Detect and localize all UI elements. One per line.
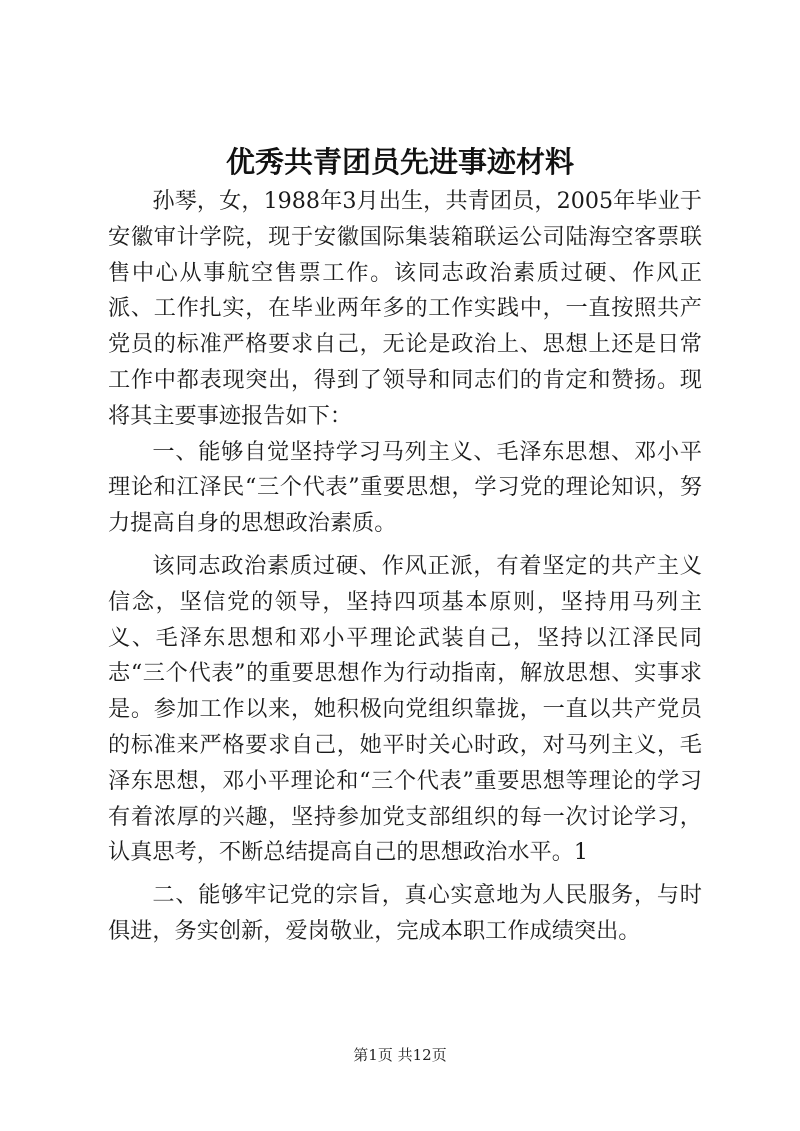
paragraph-section-one-heading: 一、能够自觉坚持学习马列主义、毛泽东思想、邓小平理论和江泽民“三个代表”重要思想，学习党的理论知识，努力提高自身的思想政治素质。	[108, 438, 702, 537]
paragraph-section-two-heading: 二、能够牢记党的宗旨，真心实意地为人民服务，与时俱进，务实创新，爱岗敬业，完成本职工作成绩突出。	[108, 882, 702, 944]
document-body	[108, 184, 702, 950]
paragraph-intro: 孙琴，女，1988年3月出生，共青团员，2005年毕业于安徽审计学院，现于安徽国际集装箱联运公司陆海空客票联售中心从事航空售票工作。该同志政治素质过硬、作风正派、工作扎实，在毕业两年多的工作实践中，一直按照共产党员的标准严格要求自己，无论是政治上、思想上还是日常工作中都表现突出，得到了领导和同志们的肯定和赞扬。现将其主要事迹报告如下：	[108, 188, 702, 429]
page-number-footer: 第1页 共12页	[353, 1046, 447, 1064]
paragraph-section-one-body: 该同志政治素质过硬、作风正派，有着坚定的共产主义信念，坚信党的领导，坚持四项基本原则，坚持用马列主义、毛泽东思想和邓小平理论武装自己，坚持以江泽民同志“三个代表”的重要思想作为行动指南，解放思想、实事求是。参加工作以来，她积极向党组织靠拢，一直以共产党员的标准来严格要求自己，她平时关心时政，对马列主义，毛泽东思想，邓小平理论和“三个代表”重要思想等理论的学习有着浓厚的兴趣，坚持参加党支部组织的每一次讨论学习，认真思考，不断总结提高自己的思想政治水平。1	[108, 552, 702, 866]
document-title: 优秀共青团员先进事迹材料	[225, 145, 574, 179]
